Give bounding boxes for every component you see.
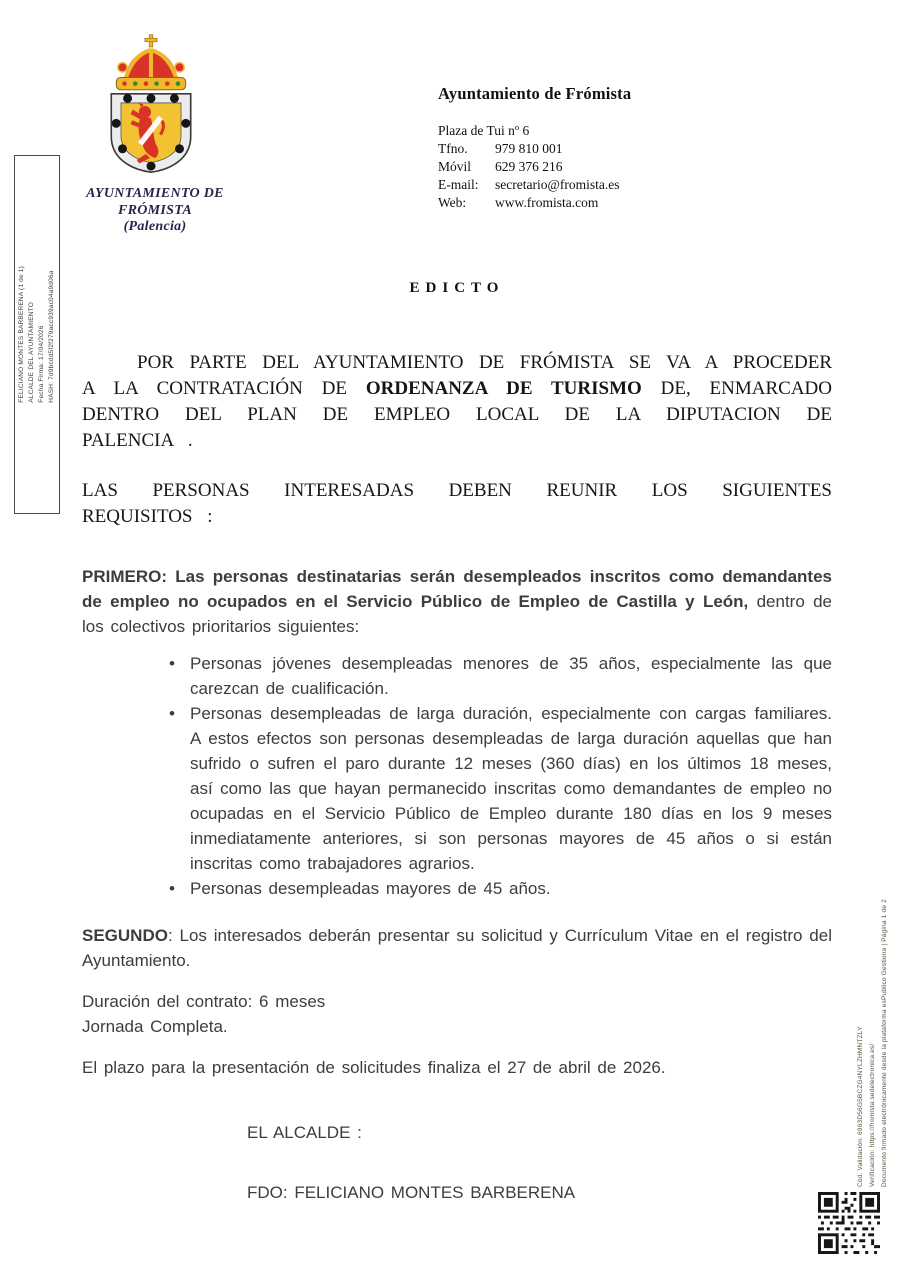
bullet-item-over-45: • Personas desempleadas mayores de 45 años. [167, 876, 832, 901]
requirements-bullet-list [82, 651, 832, 901]
left-signature-box [14, 155, 60, 514]
paragraph-contract [82, 989, 832, 1039]
signature-rotated-text [17, 266, 57, 403]
contact-label: E-mail: [438, 177, 479, 192]
signature-line-date: Fecha Firma: 17/04/2026 [38, 325, 45, 403]
margin-line-verification: Verificación: https://fromista.sedelectronica.es/ [869, 1043, 876, 1187]
header-org-name: Ayuntamiento de Frómista [438, 84, 632, 103]
qr-finder-bottom-left [818, 1233, 839, 1254]
document-body [82, 278, 832, 1205]
margin-rotated-lines [855, 755, 891, 1187]
paragraph-segundo-rest: : Los interesados deberán presentar su solicitud y Currículum Vitae en el registro del Ayuntamiento. [82, 926, 832, 970]
paragraph-deadline: El plazo para la presentación de solicitudes finaliza el 27 de abril de 2026. [82, 1058, 666, 1077]
paragraph-primero-bold: PRIMERO: Las personas destinatarias serán desempleados inscritos como demandantes de empleo no ocupados en el Servicio Público de Empleo de Castilla y León, [82, 567, 832, 611]
contact-value: secretario@fromista.es [495, 177, 620, 192]
bullet-item-long-term: • Personas desempleadas de larga duración, especialmente con cargas familiares. A estos efectos son personas desempleadas de larga duración aquellas que han sufrido o sufren el paro durante 12 meses (360 días) en los últimos 18 meses, así como las que hayan permanecido inscritas como demandantes de empleo no ocupadas en el Servicio Público de Empleo durante 180 días en los 9 meses inmediatamente anteriores, si son personas mayores de 45 años o si están inscritas como trabajadores agrarios. [167, 701, 832, 876]
crest-caption-line1: AYUNTAMIENTO DE [86, 186, 224, 201]
paragraph-intro-post: DE, ENMARCADO DENTRO DEL PLAN DE EMPLEO LOCAL DE LA DIPUTACION DE PALENCIA . [82, 378, 832, 451]
header-address: Plaza de Tui nº 6 [438, 123, 530, 138]
paragraph-intro [82, 350, 832, 454]
margin-line-platform: Documento firmado electrónicamente desde la plataforma esPublico Gestiona | Página 1 de 2 [881, 899, 888, 1187]
contact-row-email [438, 176, 738, 194]
bullet-item-young: • Personas jóvenes desempleadas menores de 35 años, especialmente las que carezcan de cualificación. [167, 651, 832, 701]
header-contact-block [438, 84, 738, 212]
contact-label: Tfno. [438, 141, 468, 156]
contact-value: 979 810 001 [495, 141, 563, 156]
paragraph-segundo [82, 923, 832, 973]
contract-jornada: Jornada Completa. [82, 1017, 228, 1036]
paragraph-primero-rest: dentro de los colectivos prioritarios siguientes: [82, 592, 833, 636]
crest-caption-line2: FRÓMISTA [118, 202, 192, 218]
contract-duration: Duración del contrato: 6 meses [82, 992, 326, 1011]
contact-value: 629 376 216 [495, 159, 563, 174]
paragraph-intro-pre: POR PARTE DEL AYUNTAMIENTO DE FRÓMISTA SE VA A PROCEDER A LA CONTRATACIÓN DE [82, 352, 832, 399]
margin-line-validation: Cód. Validación: 6963D56G5BCZG4NYLZHMNTZLY [857, 1026, 864, 1187]
signature-name: FDO: FELICIANO MONTES BARBERENA [247, 1183, 576, 1202]
signature-line-hash: HASH: 7d9bcdd5f2f279acc939ac04a9d06a [48, 270, 55, 403]
contact-label: Web: [438, 195, 467, 210]
paragraph-intro-bold: ORDENANZA DE TURISMO [365, 378, 642, 399]
qr-finder-top-left [818, 1192, 839, 1213]
paragraph-segundo-bold: SEGUNDO [82, 926, 168, 945]
contact-row-web [438, 194, 738, 212]
edict-title: EDICTO [409, 280, 505, 296]
contact-row-mobile [438, 158, 738, 176]
signature-line-role: ALCALDE DEL AYUNTAMIENTO [28, 302, 35, 403]
qr-finder-top-right [859, 1192, 880, 1213]
contact-value: www.fromista.com [495, 195, 599, 210]
fromista-coat-of-arms-icon [95, 33, 207, 177]
qr-code [818, 1192, 880, 1254]
contact-label: Móvil [438, 159, 472, 174]
crest-caption-line3: (Palencia) [123, 219, 187, 234]
paragraph-primero [82, 564, 832, 639]
paragraph-requirements: LAS PERSONAS INTERESADAS DEBEN REUNIR LOS SIGUIENTES REQUISITOS : [82, 480, 832, 527]
contact-row-phone [438, 140, 738, 158]
signature-role: EL ALCALDE : [247, 1123, 362, 1142]
signature-line-name: FELICIANO MONTES BARBERENA (1 de 1) [18, 266, 25, 403]
right-margin-text [855, 755, 895, 1187]
crest-caption [55, 186, 255, 236]
